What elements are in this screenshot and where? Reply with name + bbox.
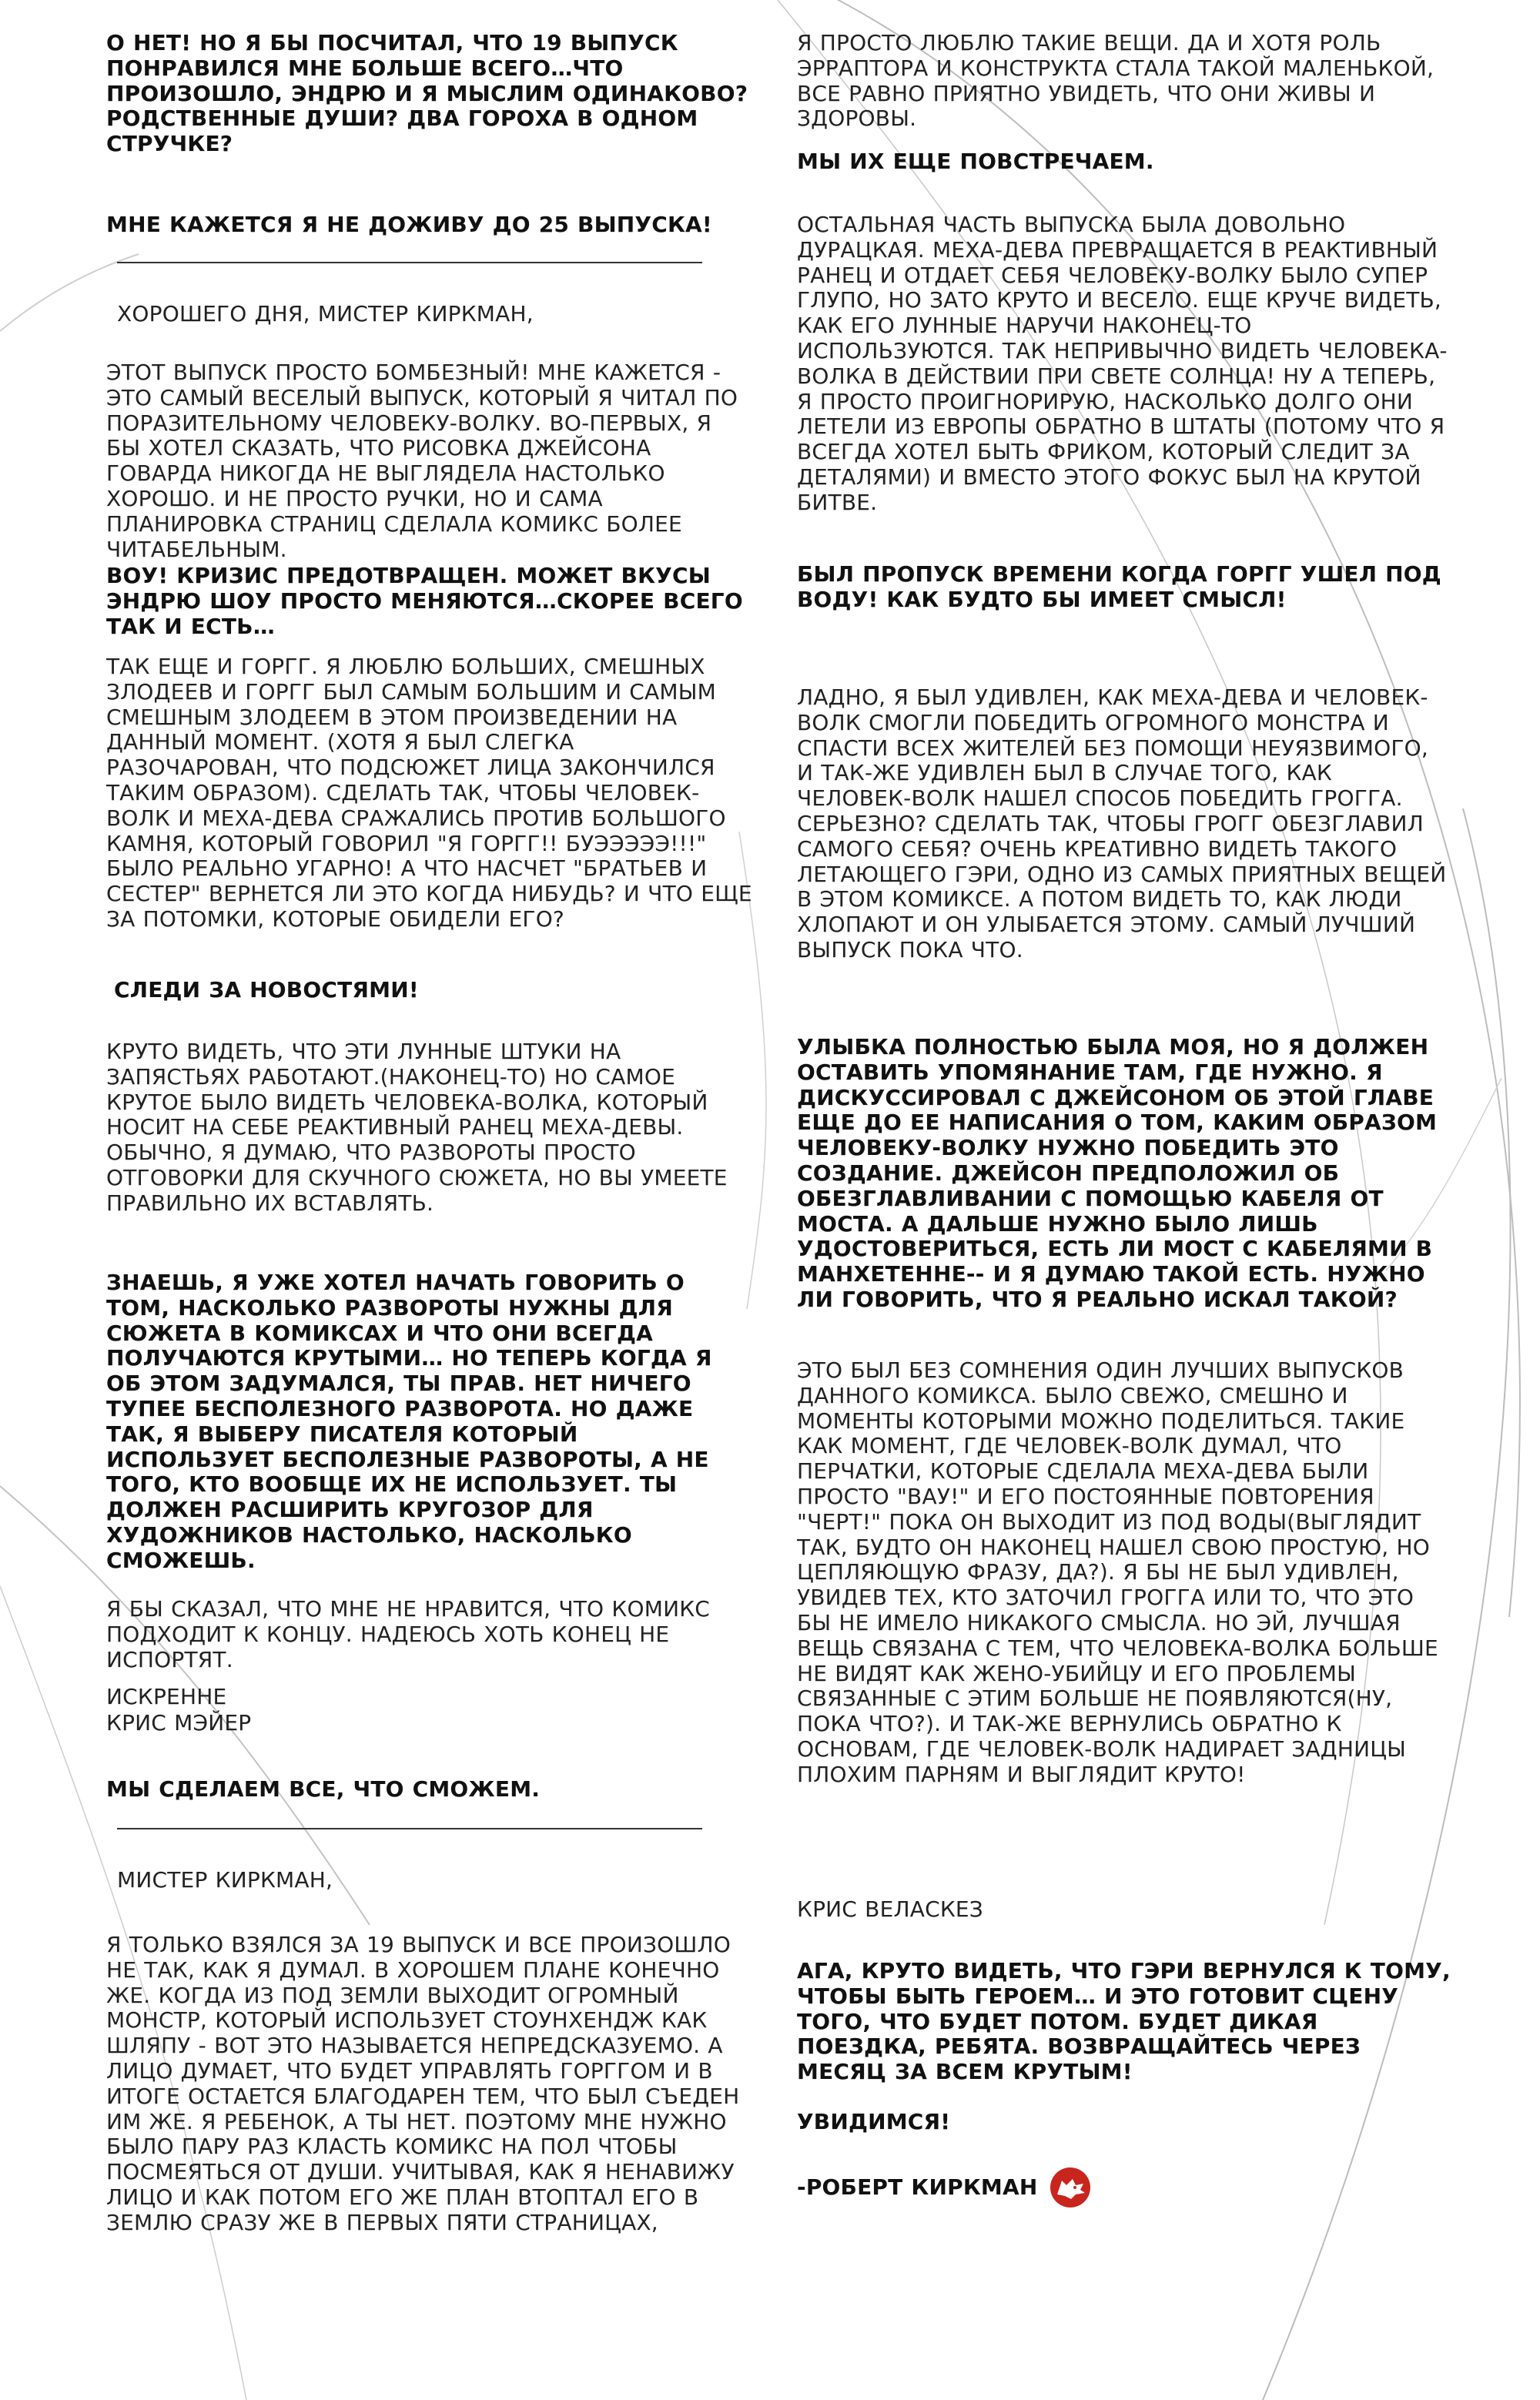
divider — [117, 1828, 702, 1829]
reply-text: ЗНАЕШЬ, Я УЖЕ ХОТЕЛ НАЧАТЬ ГОВОРИТЬ О ТОМ, НАСКОЛЬКО РАЗВОРОТЫ НУЖНЫ ДЛЯ СЮЖЕТА В КОМИКСАХ И ЧТО ОНИ ВСЕГДА ПОЛУЧАЮТСЯ КРУТЫМИ… НО ТЕПЕРЬ КОГДА Я ОБ ЭТОМ ЗАДУМАЛСЯ, ТЫ ПРАВ. НЕТ НИЧЕГО ТУПЕЕ БЕСПОЛЕЗНОГО РАЗВОРОТА. НО ДАЖЕ ТАК, Я ВЫБЕРУ ПИСАТЕЛЯ КОТОРЫЙ ИСПОЛЬЗУЕТ БЕСПОЛЕЗНЫЕ РАЗВОРОТЫ, А НЕ ТОГО, КТО ВООБЩЕ ИХ НЕ ИСПОЛЬЗУЕТ. ТЫ ДОЛЖЕН РАСШИРИТЬ КРУГОЗОР ДЛЯ ХУДОЖНИКОВ НАСТОЛЬКО, НАСКОЛЬКО СМОЖЕШЬ. — [106, 1270, 712, 1573]
letter-paragraph: Я ПРОСТО ЛЮБЛЮ ТАКИЕ ВЕЩИ. ДА И ХОТЯ РОЛЬ ЭРРАПТОРА И КОНСТРУКТА СТАЛА ТАКОЙ МАЛЕНЬКОЙ, ВСЕ РАВНО ПРИЯТНО УВИДЕТЬ, ЧТО ОНИ ЖИВЫ И ЗДОРОВЫ. — [797, 30, 1435, 132]
letter-greeting: МИСТЕР КИРКМАН, — [117, 1867, 333, 1893]
reply-text: МНЕ КАЖЕТСЯ Я НЕ ДОЖИВУ ДО 25 ВЫПУСКА! — [106, 212, 712, 237]
wolf-head-icon — [1050, 2167, 1091, 2208]
letter-paragraph: ЭТОТ ВЫПУСК ПРОСТО БОМБЕЗНЫЙ! МНЕ КАЖЕТСЯ - ЭТО САМЫЙ ВЕСЕЛЫЙ ВЫПУСК, КОТОРЫЙ Я ЧИТАЛ ПО ПОРАЗИТЕЛЬНОМУ ЧЕЛОВЕКУ-ВОЛКУ. ВО-ПЕРВЫХ, Я БЫ ХОТЕЛ СКАЗАТЬ, ЧТО РИСОВКА ДЖЕЙСОНА ГОВАРДА НИКОГДА НЕ ВЫГЛЯДЕЛА НАСТОЛЬКО ХОРОШО. И НЕ ПРОСТО РУЧКИ, НО И САМА ПЛАНИРОВКА СТРАНИЦ СДЕЛАЛА КОМИКС БОЛЕЕ ЧИТАБЕЛЬНЫМ. — [106, 360, 738, 562]
letter-paragraph: КРУТО ВИДЕТЬ, ЧТО ЭТИ ЛУННЫЕ ШТУКИ НА ЗАПЯСТЬЯХ РАБОТАЮТ.(НАКОНЕЦ-ТО) НО САМОЕ КРУТОЕ БЫЛО ВИДЕТЬ ЧЕЛОВЕКА-ВОЛКА, КОТОРЫЙ НОСИТ НА СЕБЕ РЕАКТИВНЫЙ РАНЕЦ МЕХА-ДЕВЫ. ОБЫЧНО, Я ДУМАЮ, ЧТО РАЗВОРОТЫ ПРОСТО ОТГОВОРКИ ДЛЯ СКУЧНОГО СЮЖЕТА, НО ВЫ УМЕЕТЕ ПРАВИЛЬНО ИХ ВСТАВЛЯТЬ. — [106, 1039, 728, 1216]
letter-signoff: ИСКРЕННЕ — [106, 1684, 227, 1709]
reply-text: МЫ ИХ ЕЩЕ ПОВСТРЕЧАЕМ. — [797, 149, 1154, 174]
letter-paragraph: Я БЫ СКАЗАЛ, ЧТО МНЕ НЕ НРАВИТСЯ, ЧТО КОМИКС ПОДХОДИТ К КОНЦУ. НАДЕЮСЬ ХОТЬ КОНЕЦ НЕ ИСПОРТЯТ. — [106, 1596, 711, 1672]
reply-text: МЫ СДЕЛАЕМ ВСЕ, ЧТО СМОЖЕМ. — [106, 1776, 541, 1802]
reply-signoff: УВИДИМСЯ! — [797, 2109, 951, 2134]
letter-paragraph: Я ТОЛЬКО ВЗЯЛСЯ ЗА 19 ВЫПУСК И ВСЕ ПРОИЗОШЛО НЕ ТАК, КАК Я ДУМАЛ. В ХОРОШЕМ ПЛАНЕ КОНЕЧНО ЖЕ. КОГДА ИЗ ПОД ЗЕМЛИ ВЫХОДИТ ОГРОМНЫЙ МОНСТР, КОТОРЫЙ ИСПОЛЬЗУЕТ СТОУНХЕНДЖ КАК ШЛЯПУ - ВОТ ЭТО НАЗЫВАЕТСЯ НЕПРЕДСКАЗУЕМО. А ЛИЦО ДУМАЕТ, ЧТО БУДЕТ УПРАВЛЯТЬ ГОРГГОМ И В ИТОГЕ ОСТАЕТСЯ БЛАГОДАРЕН ТЕМ, ЧТО БЫЛ СЪЕДЕН ИМ ЖЕ. Я РЕБЕНОК, А ТЫ НЕТ. ПОЭТОМУ МНЕ НУЖНО БЫЛО ПАРУ РАЗ КЛАСТЬ КОМИКС НА ПОЛ ЧТОБЫ ПОСМЕЯТЬСЯ ОТ ДУШИ. УЧИТЫВАЯ, КАК Я НЕНАВИЖУ ЛИЦО И КАК ПОТОМ ЕГО ЖЕ ПЛАН ВТОПТАЛ ЕГО В ЗЕМЛЮ СРАЗУ ЖЕ В ПЕРВЫХ ПЯТИ СТРАНИЦАХ, — [106, 1932, 740, 2235]
reply-text: О НЕТ! НО Я БЫ ПОСЧИТАЛ, ЧТО 19 ВЫПУСК ПОНРАВИЛСЯ МНЕ БОЛЬШЕ ВСЕГО…ЧТО ПРОИЗОШЛО, ЭНДРЮ И Я МЫСЛИМ ОДИНАКОВО? РОДСТВЕННЫЕ ДУШИ? ДВА ГОРОХА В ОДНОМ СТРУЧКЕ? — [106, 30, 748, 157]
reply-text: СЛЕДИ ЗА НОВОСТЯМИ! — [114, 977, 419, 1003]
letter-paragraph: ТАК ЕЩЕ И ГОРГГ. Я ЛЮБЛЮ БОЛЬШИХ, СМЕШНЫХ ЗЛОДЕЕВ И ГОРГГ БЫЛ САМЫМ БОЛЬШИМ И САМЫМ СМЕШНЫМ ЗЛОДЕЕМ В ЭТОМ ПРОИЗВЕДЕНИИ НА ДАННЫЙ МОМЕНТ. (ХОТЯ Я БЫЛ СЛЕГКА РАЗОЧАРОВАН, ЧТО ПОДСЮЖЕТ ЛИЦА ЗАКОНЧИЛСЯ ТАКИМ ОБРАЗОМ). СДЕЛАТЬ ТАК, ЧТОБЫ ЧЕЛОВЕК-ВОЛК И МЕХА-ДЕВА СРАЖАЛИСЬ ПРОТИВ БОЛЬШОГО КАМНЯ, КОТОРЫЙ ГОВОРИЛ "Я ГОРГГ!! БУЭЭЭЭЭ!!!" БЫЛО РЕАЛЬНО УГАРНО! А ЧТО НАСЧЕТ "БРАТЬЕВ И СЕСТЕР" ВЕРНЕТСЯ ЛИ ЭТО КОГДА НИБУДЬ? И ЧТО ЕЩЕ ЗА ПОТОМКИ, КОТОРЫЕ ОБИДЕЛИ ЕГО? — [106, 654, 752, 932]
letter-signature: КРИС ВЕЛАСКЕЗ — [797, 1896, 983, 1922]
editor-signature: -РОБЕРТ КИРКМАН — [797, 2174, 1038, 2200]
letter-greeting: ХОРОШЕГО ДНЯ, МИСТЕР КИРКМАН, — [117, 301, 534, 326]
reply-text: УЛЫБКА ПОЛНОСТЬЮ БЫЛА МОЯ, НО Я ДОЛЖЕН ОСТАВИТЬ УПОМЯНАНИЕ ТАМ, ГДЕ НУЖНО. Я ДИСКУССИРОВАЛ С ДЖЕЙСОНОМ ОБ ЭТОЙ ГЛАВЕ ЕЩЕ ДО ЕЕ НАПИСАНИЯ О ТОМ, КАКИМ ОБРАЗОМ ЧЕЛОВЕКУ-ВОЛКУ НУЖНО ПОБЕДИТЬ ЭТО СОЗДАНИЕ. ДЖЕЙСОН ПРЕДПОЛОЖИЛ ОБ ОБЕЗГЛАВЛИВАНИИ С ПОМОЩЬЮ КАБЕЛЯ ОТ МОСТА. А ДАЛЬШЕ НУЖНО БЫЛО ЛИШЬ УДОСТОВЕРИТЬСЯ, ЕСТЬ ЛИ МОСТ С КАБЕЛЯМИ В МАНХЕТЕННЕ-- И Я ДУМАЮ ТАКОЙ ЕСТЬ. НУЖНО ЛИ ГОВОРИТЬ, ЧТО Я РЕАЛЬНО ИСКАЛ ТАКОЙ? — [797, 1034, 1438, 1312]
letter-paragraph: ЛАДНО, Я БЫЛ УДИВЛЕН, КАК МЕХА-ДЕВА И ЧЕЛОВЕК-ВОЛК СМОГЛИ ПОБЕДИТЬ ОГРОМНОГО МОНСТРА И СПАСТИ ВСЕХ ЖИТЕЛЕЙ БЕЗ ПОМОЩИ НЕУЯЗВИМОГО, И ТАК-ЖЕ УДИВЛЕН БЫЛ В СЛУЧАЕ ТОГО, КАК ЧЕЛОВЕК-ВОЛК НАШЕЛ СПОСОБ ПОБЕДИТЬ ГРОГГА. СЕРЬЕЗНО? СДЕЛАТЬ ТАК, ЧТОБЫ ГРОГГ ОБЕЗГЛАВИЛ САМОГО СЕБЯ? ОЧЕНЬ КРЕАТИВНО ВИДЕТЬ ТАКОГО ЛЕТАЮЩЕГО ГЭРИ, ОДНО ИЗ САМЫХ ПРИЯТНЫХ ВЕЩЕЙ В ЭТОМ КОМИКСЕ. А ПОТОМ ВИДЕТЬ ТО, КАК ЛЮДИ ХЛОПАЮТ И ОН УЛЫБАЕТСЯ ЭТОМУ. САМЫЙ ЛУЧШИЙ ВЫПУСК ПОКА ЧТО. — [797, 685, 1447, 962]
editor-signature-row — [797, 2167, 1091, 2208]
letter-signature: КРИС МЭЙЕР — [106, 1710, 252, 1736]
letter-paragraph: ОСТАЛЬНАЯ ЧАСТЬ ВЫПУСКА БЫЛА ДОВОЛЬНО ДУРАЦКАЯ. МЕХА-ДЕВА ПРЕВРАЩАЕТСЯ В РЕАКТИВНЫЙ РАНЕЦ И ОТДАЕТ СЕБЯ ЧЕЛОВЕКУ-ВОЛКУ БЫЛО СУПЕР ГЛУПО, НО ЗАТО КРУТО И ВЕСЕЛО. ЕЩЕ КРУЧЕ ВИДЕТЬ, КАК ЕГО ЛУННЫЕ НАРУЧИ НАКОНЕЦ-ТО ИСПОЛЬЗУЮТСЯ. ТАК НЕПРИВЫЧНО ВИДЕТЬ ЧЕЛОВЕКА-ВОЛКА В ДЕЙСТВИИ ПРИ СВЕТЕ СОЛНЦА! НУ А ТЕПЕРЬ, Я ПРОСТО ПРОИГНОРИРУЮ, НАСКОЛЬКО ДОЛГО ОНИ ЛЕТЕЛИ ИЗ ЕВРОПЫ ОБРАТНО В ШТАТЫ (ПОТОМУ ЧТО Я ВСЕГДА ХОТЕЛ БЫТЬ ФРИКОМ, КОТОРЫЙ СЛЕДИТ ЗА ДЕТАЛЯМИ) И ВМЕСТО ЭТОГО ФОКУС БЫЛ НА КРУТОЙ БИТВЕ. — [797, 212, 1448, 515]
divider — [117, 262, 702, 263]
reply-text: ВОУ! КРИЗИС ПРЕДОТВРАЩЕН. МОЖЕТ ВКУСЫ ЭНДРЮ ШОУ ПРОСТО МЕНЯЮТСЯ…СКОРЕЕ ВСЕГО ТАК И ЕСТЬ… — [106, 563, 743, 639]
letter-paragraph: ЭТО БЫЛ БЕЗ СОМНЕНИЯ ОДИН ЛУЧШИХ ВЫПУСКОВ ДАННОГО КОМИКСА. БЫЛО СВЕЖО, СМЕШНО И МОМЕНТЫ КОТОРЫМИ МОЖНО ПОДЕЛИТЬСЯ. ТАКИЕ КАК МОМЕНТ, ГДЕ ЧЕЛОВЕК-ВОЛК ДУМАЛ, ЧТО ПЕРЧАТКИ, КОТОРЫЕ СДЕЛАЛА МЕХА-ДЕВА БЫЛИ ПРОСТО "ВАУ!" И ЕГО ПОСТОЯННЫЕ ПОВТОРЕНИЯ "ЧЕРТ!" ПОКА ОН ВЫХОДИТ ИЗ ПОД ВОДЫ(ВЫГЛЯДИТ ТАК, БУДТО ОН НАКОНЕЦ НАШЕЛ СВОЮ ПРОСТУЮ, НО ЦЕПЛЯЮЩУЮ ФРАЗУ, ДА?). Я БЫ НЕ БЫЛ УДИВЛЕН, УВИДЕВ ТЕХ, КТО ЗАТОЧИЛ ГРОГГА ИЛИ ТО, ЧТО ЭТО БЫ НЕ ИМЕЛО НИКАКОГО СМЫСЛА. НО ЭЙ, ЛУЧШАЯ ВЕЩЬ СВЯЗАНА С ТЕМ, ЧТО ЧЕЛОВЕКА-ВОЛКА БОЛЬШЕ НЕ ВИДЯТ КАК ЖЕНО-УБИЙЦУ И ЕГО ПРОБЛЕМЫ СВЯЗАННЫЕ С ЭТИМ БОЛЬШЕ НЕ ПОЯВЛЯЮТСЯ(НУ, ПОКА ЧТО?). И ТАК-ЖЕ ВЕРНУЛИСЬ ОБРАТНО К ОСНОВАМ, ГДЕ ЧЕЛОВЕК-ВОЛК НАДИРАЕТ ЗАДНИЦЫ ПЛОХИМ ПАРНЯМ И ВЫГЛЯДИТ КРУТО! — [797, 1357, 1438, 1787]
reply-text: БЫЛ ПРОПУСК ВРЕМЕНИ КОГДА ГОРГГ УШЕЛ ПОД ВОДУ! КАК БУДТО БЫ ИМЕЕТ СМЫСЛ! — [797, 561, 1441, 612]
reply-text: АГА, КРУТО ВИДЕТЬ, ЧТО ГЭРИ ВЕРНУЛСЯ К ТОМУ, ЧТОБЫ БЫТЬ ГЕРОЕМ… И ЭТО ГОТОВИТ СЦЕНУ ТОГО, ЧТО БУДЕТ ПОТОМ. БУДЕТ ДИКАЯ ПОЕЗДКА, РЕБЯТА. ВОЗВРАЩАЙТЕСЬ ЧЕРЕЗ МЕСЯЦ ЗА ВСЕМ КРУТЫМ! — [797, 1958, 1451, 2085]
